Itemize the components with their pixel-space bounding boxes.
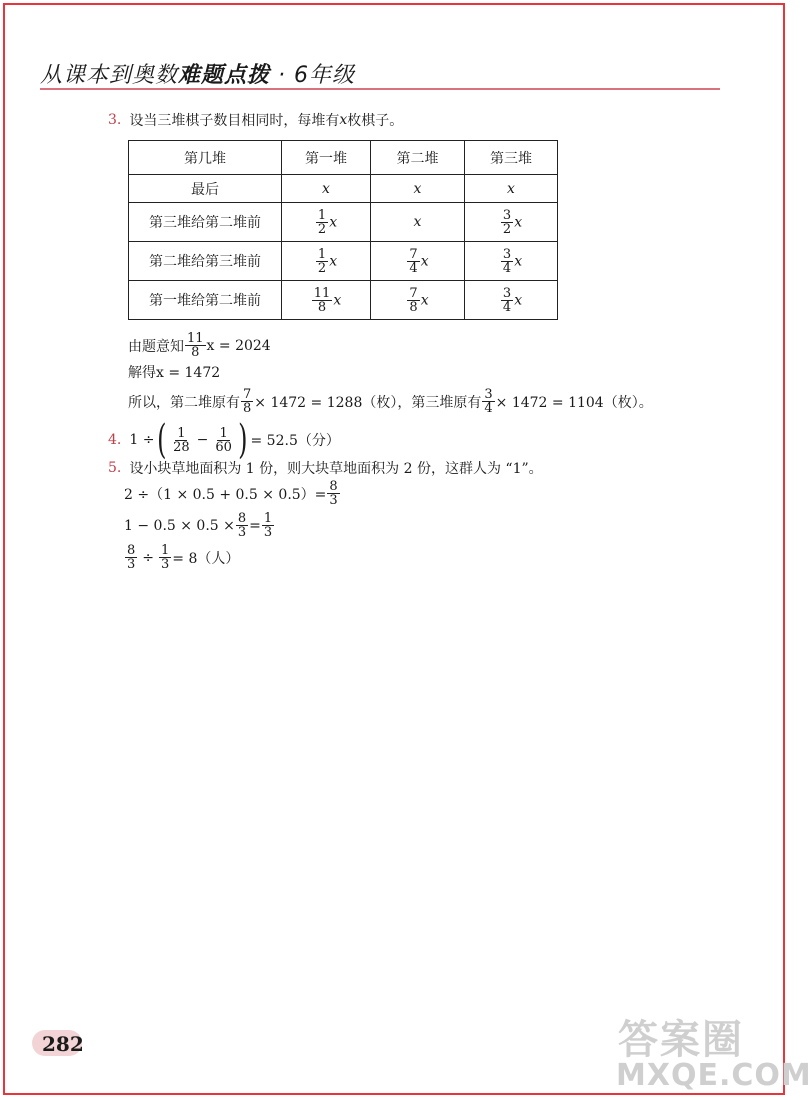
table-row	[129, 175, 558, 203]
header-separator: ·	[270, 63, 295, 88]
fraction: $\frac{1}{3}$	[161, 543, 170, 572]
eq-text: = 52.5（分）	[250, 433, 340, 449]
fraction: $\frac{3}{2}$	[502, 207, 512, 237]
eq-text: 1 − 0.5 × 0.5 ×	[124, 517, 235, 534]
table-header-cell: 第三堆	[465, 141, 558, 175]
q3-equation-2	[128, 362, 220, 382]
table-cell: x	[465, 175, 558, 203]
q4-number: 4.	[108, 432, 122, 448]
watermark-text: 答案圈	[618, 1017, 744, 1063]
fraction: $\frac{7}{8}$	[409, 285, 418, 315]
minus-sign: −	[196, 432, 209, 448]
fraction: $\frac{1}{28}$	[173, 425, 190, 455]
table-row	[129, 281, 558, 320]
table-cell: $\frac{3}{4}$ x	[465, 242, 558, 281]
eq-text: 所以，第二堆原有	[128, 394, 240, 411]
right-paren: )	[238, 417, 248, 463]
fraction: $\frac{1}{2}$	[317, 207, 327, 237]
table-cell: x	[282, 175, 371, 203]
q5-line-1	[124, 480, 341, 507]
page-number-badge	[32, 1030, 82, 1056]
table-cell: x	[371, 203, 465, 242]
table-row	[129, 242, 558, 281]
eq-text: =	[249, 517, 261, 534]
q3-number: 3.	[108, 112, 122, 128]
table-cell: $\frac{7}{4}$ x	[371, 242, 465, 281]
fraction: $\frac{8}{3}$	[127, 543, 136, 572]
eq-text: × 1472 = 1288（枚），第三堆原有	[254, 394, 482, 411]
table-cell: $\frac{1}{2}$ x	[282, 203, 371, 242]
piles-table	[128, 140, 558, 320]
table-cell: $\frac{3}{2}$ x	[465, 203, 558, 242]
q3-conclusion	[128, 388, 653, 415]
eq-text: x = 2024	[206, 337, 271, 354]
q3-intro	[108, 110, 403, 130]
header-title: 从课本到奥数	[40, 63, 179, 88]
q5-number: 5.	[108, 460, 122, 476]
left-paren: (	[157, 417, 167, 463]
table-cell: $\frac{1}{2}$ x	[282, 242, 371, 281]
q3-equation-1	[128, 332, 271, 359]
q3-intro-var: x	[339, 112, 348, 128]
q5-line-3	[124, 544, 239, 571]
q4	[108, 417, 340, 463]
table-header-cell: 第一堆	[282, 141, 371, 175]
running-header	[40, 58, 355, 89]
eq-text: = 8（人）	[172, 550, 240, 567]
eq-text: 2 ÷（1 × 0.5 + 0.5 × 0.5）=	[124, 486, 327, 503]
q5-intro	[108, 458, 543, 478]
row-label: 第一堆给第二堆前	[129, 281, 282, 320]
q3-intro-text-b: 枚棋子。	[347, 113, 404, 129]
table-cell: x	[371, 175, 465, 203]
watermark-url: MXQE.COM	[616, 1058, 812, 1093]
row-label: 第三堆给第二堆前	[129, 203, 282, 242]
q3-intro-text-a: 设当三堆棋子数目相同时，每堆有	[129, 113, 340, 129]
row-label: 最后	[129, 175, 282, 203]
fraction: $\frac{11}{8}$	[187, 331, 204, 360]
eq-text: 由题意知	[128, 338, 184, 355]
fraction: $\frac{7}{4}$	[409, 246, 418, 276]
table-cell: $\frac{7}{8}$ x	[371, 281, 465, 320]
eq-text: 设小块草地面积为 1 份，则大块草地面积为 2 份，这群人为 “1”。	[129, 461, 543, 477]
eq-text: 解得x = 1472	[128, 365, 221, 381]
q5-line-2	[124, 512, 275, 539]
page-number: 282	[42, 1032, 84, 1056]
eq-text: 1 ÷	[129, 432, 155, 448]
eq-text: × 1472 = 1104（枚）。	[495, 394, 653, 411]
fraction: $\frac{3}{4}$	[502, 246, 512, 276]
fraction: $\frac{11}{8}$	[313, 285, 331, 315]
table-header-row	[129, 141, 558, 175]
fraction: $\frac{1}{60}$	[215, 425, 232, 455]
fraction: $\frac{8}{3}$	[237, 511, 247, 540]
header-title-bold: 难题点拨	[178, 63, 271, 88]
table-cell: $\frac{11}{8}$ x	[282, 281, 371, 320]
divide-sign: ÷	[142, 549, 155, 566]
fraction: $\frac{1}{3}$	[263, 511, 273, 540]
header-grade: 6年级	[294, 63, 356, 88]
fraction: $\frac{7}{8}$	[243, 387, 252, 416]
fraction: $\frac{1}{2}$	[317, 246, 327, 276]
table-cell: $\frac{3}{4}$ x	[465, 281, 558, 320]
table-row	[129, 203, 558, 242]
table-header-cell: 第二堆	[371, 141, 465, 175]
fraction: $\frac{8}{3}$	[329, 479, 338, 508]
table-header-cell: 第几堆	[129, 141, 282, 175]
row-label: 第二堆给第三堆前	[129, 242, 282, 281]
header-rule	[40, 88, 720, 90]
fraction: $\frac{3}{4}$	[484, 387, 493, 416]
fraction: $\frac{3}{4}$	[502, 285, 512, 315]
watermark-logo	[610, 1008, 812, 1096]
